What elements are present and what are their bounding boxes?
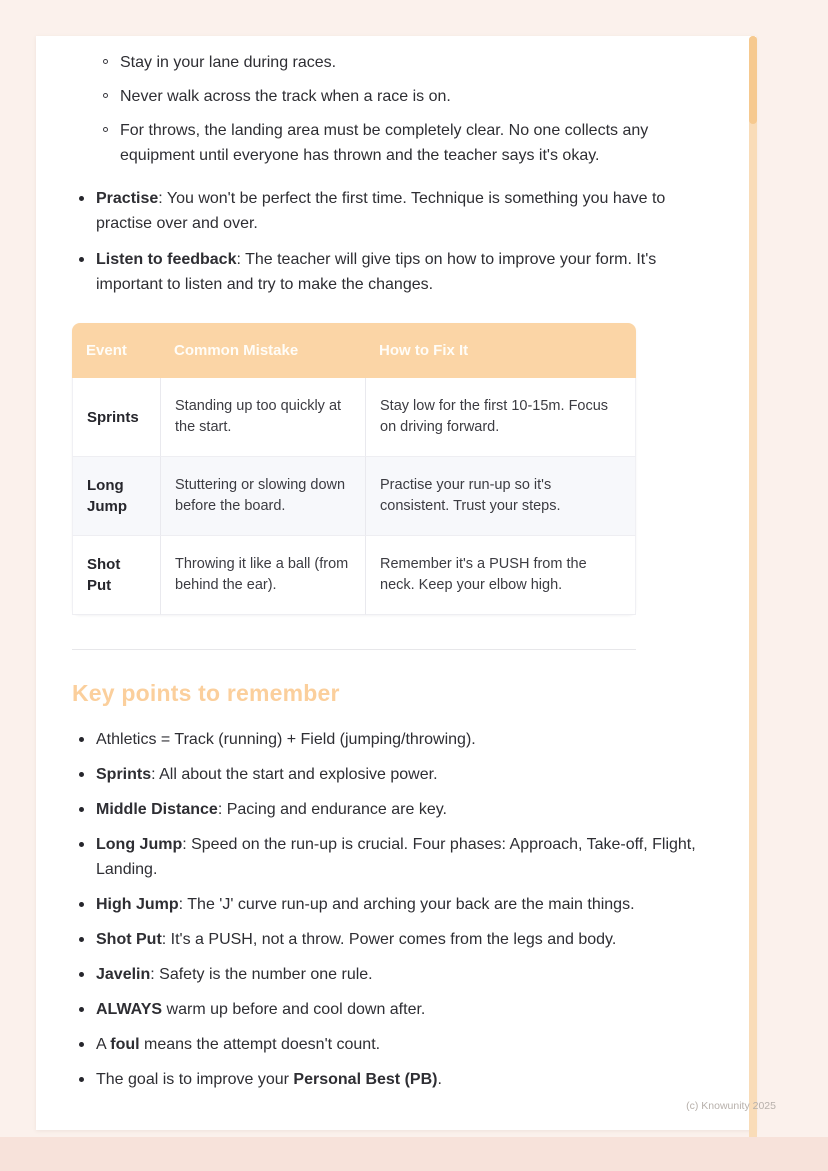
list-item: [66, 832, 702, 882]
mistake-cell: Stuttering or slowing down before the board.: [160, 457, 365, 536]
bullet-rest-text: : All about the start and explosive power.: [151, 766, 438, 783]
bullet-bold-text: ALWAYS: [96, 1001, 163, 1018]
bullet-rest-text: : Pacing and endurance are key.: [217, 801, 447, 818]
list-item-text: [96, 1067, 702, 1092]
bullet-icon: [79, 807, 84, 812]
list-item-text: [96, 962, 702, 987]
bullet-icon: [79, 737, 84, 742]
circle-bullet-icon: [103, 93, 108, 98]
table-header-row: [72, 323, 636, 378]
list-item-text: [96, 762, 702, 787]
event-cell: Sprints: [72, 378, 160, 457]
bullet-rest-text: warm up before and cool down after.: [162, 1001, 426, 1018]
key-points-list: [66, 727, 702, 1092]
bullet-pre-text: The goal is to improve your: [96, 1071, 294, 1088]
scrollbar[interactable]: [749, 36, 757, 1142]
bullet-bold-text: Middle Distance: [96, 801, 218, 818]
bullet-icon: [79, 842, 84, 847]
mistakes-table: [72, 323, 636, 615]
tips-list: [66, 186, 702, 297]
list-item-text: For throws, the landing area must be completely clear. No one collects any equipment until everyone has thrown and the teacher says it's okay.: [120, 122, 649, 164]
copyright-text: (c) Knowunity 2025: [686, 1100, 776, 1112]
list-item-text: [96, 797, 702, 822]
bullet-rest-text: : Safety is the number one rule.: [150, 966, 373, 983]
bullet-rest-text: : Speed on the run-up is crucial. Four phases: Approach, Take-off, Flight, Landing.: [96, 836, 696, 878]
mistake-cell: Standing up too quickly at the start.: [160, 378, 365, 457]
list-item: [66, 1067, 702, 1092]
bullet-icon: [79, 972, 84, 977]
bullet-icon: [79, 772, 84, 777]
bullet-icon: [79, 937, 84, 942]
safety-sub-list: [90, 50, 702, 168]
list-item: [66, 997, 702, 1022]
list-item: [66, 186, 702, 236]
event-cell: Long Jump: [72, 457, 160, 536]
scrollbar-thumb[interactable]: [749, 36, 757, 124]
bullet-icon: [79, 196, 84, 201]
bullet-bold-text: Personal Best (PB): [293, 1071, 438, 1088]
circle-bullet-icon: [103, 59, 108, 64]
event-cell: Shot Put: [72, 536, 160, 615]
list-item-text: Stay in your lane during races.: [120, 54, 337, 71]
bullet-icon: [79, 1042, 84, 1047]
bullet-icon: [79, 1077, 84, 1082]
list-item: [66, 797, 702, 822]
bullet-icon: [79, 257, 84, 262]
bullet-pre-text: A: [96, 1036, 111, 1053]
table-row: [72, 378, 636, 457]
list-item: [66, 762, 702, 787]
list-item: [66, 892, 702, 917]
fix-cell: Practise your run-up so it's consistent. Trust your steps.: [365, 457, 636, 536]
bullet-pre-text: Athletics = Track (running) + Field (jumping/throwing).: [96, 731, 476, 748]
bullet-bold-text: Shot Put: [96, 931, 162, 948]
bullet-bold-text: High Jump: [96, 896, 179, 913]
list-item: [90, 50, 702, 75]
bullet-bold-text: Practise: [96, 190, 159, 207]
bullet-bold-text: Long Jump: [96, 836, 183, 853]
bullet-rest-text: means the attempt doesn't count.: [139, 1036, 381, 1053]
list-item: [66, 247, 702, 297]
list-item: [90, 84, 702, 109]
list-item-text: [96, 727, 702, 752]
list-item: [66, 1032, 702, 1057]
table-row: [72, 457, 636, 536]
key-points-heading: Key points to remember: [72, 680, 340, 706]
bullet-bold-text: Sprints: [96, 766, 152, 783]
bullet-rest-text: : It's a PUSH, not a throw. Power comes from the legs and body.: [161, 931, 617, 948]
list-item-text: Never walk across the track when a race is on.: [120, 88, 451, 105]
list-item: [66, 962, 702, 987]
bullet-bold-text: Javelin: [96, 966, 151, 983]
table-header-cell: Common Mistake: [160, 323, 365, 378]
section-divider: [72, 649, 636, 650]
bullet-icon: [79, 902, 84, 907]
bullet-bold-text: Listen to feedback: [96, 251, 237, 268]
list-item-text: [96, 997, 702, 1022]
table-row: [72, 536, 636, 615]
list-item-text: [96, 1032, 702, 1057]
bullet-icon: [79, 1007, 84, 1012]
list-item: [66, 727, 702, 752]
mistakes-table-wrapper: [72, 323, 702, 615]
list-item-text: [96, 892, 702, 917]
circle-bullet-icon: [103, 127, 108, 132]
page-bottom-strip: [0, 1137, 828, 1171]
fix-cell: Stay low for the first 10-15m. Focus on driving forward.: [365, 378, 636, 457]
mistake-cell: Throwing it like a ball (from behind the ear).: [160, 536, 365, 615]
list-item: [90, 118, 702, 168]
bullet-rest-text: : The teacher will give tips on how to improve your form. It's important to listen and try to make the changes.: [96, 251, 657, 293]
document-card: [36, 36, 756, 1130]
list-item-text: [96, 186, 702, 236]
list-item-text: [96, 247, 702, 297]
bullet-bold-text: foul: [110, 1036, 140, 1053]
list-item-text: [96, 927, 702, 952]
table-header-cell: Event: [72, 323, 160, 378]
bullet-rest-text: .: [437, 1071, 442, 1088]
bullet-rest-text: : The 'J' curve run-up and arching your back are the main things.: [178, 896, 635, 913]
bullet-rest-text: : You won't be perfect the first time. Technique is something you have to practise over and over.: [96, 190, 666, 232]
list-item: [66, 927, 702, 952]
list-item-text: [96, 832, 702, 882]
fix-cell: Remember it's a PUSH from the neck. Keep your elbow high.: [365, 536, 636, 615]
table-header-cell: How to Fix It: [365, 323, 636, 378]
